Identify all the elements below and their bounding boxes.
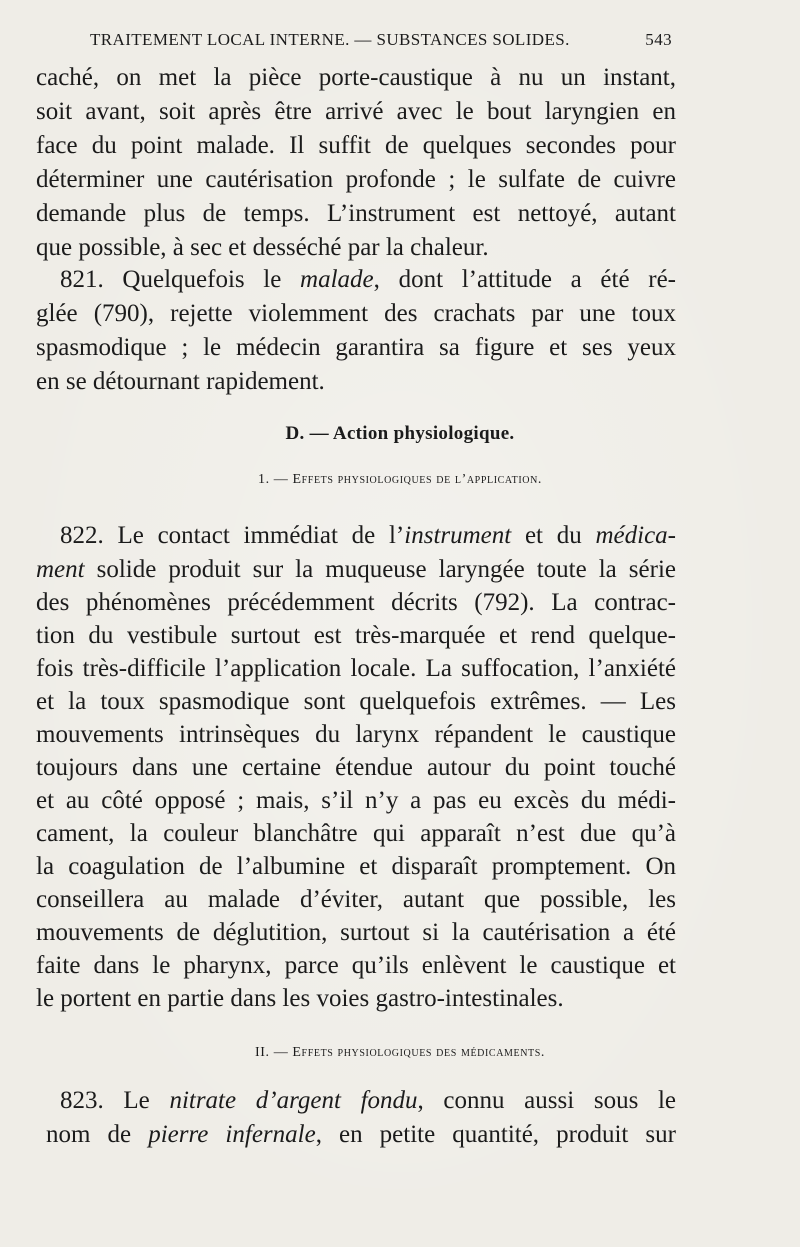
text-line: faite dans le pharynx, parce qu’ils enlèvent le caustique et (36, 952, 676, 979)
running-title: TRAITEMENT LOCAL INTERNE. — SUBSTANCES SOLIDES. (90, 30, 570, 49)
section-heading: D. — Action physiologique. (285, 423, 515, 444)
text-line: le portent en partie dans les voies gastro-intestinales. (36, 985, 564, 1012)
text-line: demande plus de temps. L’instrument est nettoyé, autant (36, 200, 676, 227)
subsection-heading: II. — Effets physiologiques des médicaments. (254, 1045, 546, 1060)
text-line: caché, on met la pièce porte-caustique à nu un instant, (36, 64, 676, 91)
paragraph-823-line-2: nom de pierre infernale, en petite quantité, produit sur (46, 1121, 676, 1148)
running-header (90, 30, 672, 58)
text-line: déterminer une cautérisation profonde ; le sulfate de cuivre (36, 166, 676, 193)
text-line: que possible, à sec et desséché par la chaleur. (36, 234, 489, 261)
text-line: et la toux spasmodique sont quelquefois extrêmes. — Les (36, 688, 676, 715)
text-line: toujours dans une certaine étendue autour du point touché (36, 754, 676, 781)
text-line: tion du vestibule surtout est très-marquée et rend quelque- (36, 622, 676, 649)
text-line: mouvements de déglutition, surtout si la cautérisation a été (36, 919, 676, 946)
paragraph-822-line-1: 822. Le contact immédiat de l’instrument et du médica- (60, 522, 676, 549)
text-line: des phénomènes précédemment décrits (792). La contrac- (36, 589, 676, 616)
text-line: spasmodique ; le médecin garantira sa figure et ses yeux (36, 334, 676, 361)
text-line: face du point malade. Il suffit de quelques secondes pour (36, 132, 676, 159)
text-line: et au côté opposé ; mais, s’il n’y a pas eu excès du médi- (36, 787, 676, 814)
page-number: 543 (645, 30, 672, 49)
paragraph-822-line-2: ment solide produit sur la muqueuse laryngée toute la série (36, 556, 676, 583)
subsection-heading: 1. — Effets physiologiques de l’application. (257, 472, 542, 487)
paragraph-823-line-1: 823. Le nitrate d’argent fondu, connu aussi sous le (60, 1087, 676, 1114)
paragraph-821-line-1: 821. Quelquefois le malade, dont l’attitude a été ré- (60, 266, 676, 293)
text-line: en se détournant rapidement. (36, 368, 325, 395)
text-line: conseillera au malade d’éviter, autant que possible, les (36, 886, 676, 913)
text-line: mouvements intrinsèques du larynx répandent le caustique (36, 721, 676, 748)
text-line: glée (790), rejette violemment des crachats par une toux (36, 300, 676, 327)
text-line: soit avant, soit après être arrivé avec le bout laryngien en (36, 98, 676, 125)
text-line: la coagulation de l’albumine et disparaît promptement. On (36, 853, 676, 880)
text-line: fois très-difficile l’application locale. La suffocation, l’anxiété (36, 655, 676, 682)
text-line: cament, la couleur blanchâtre qui apparaît n’est due qu’à (36, 820, 676, 847)
